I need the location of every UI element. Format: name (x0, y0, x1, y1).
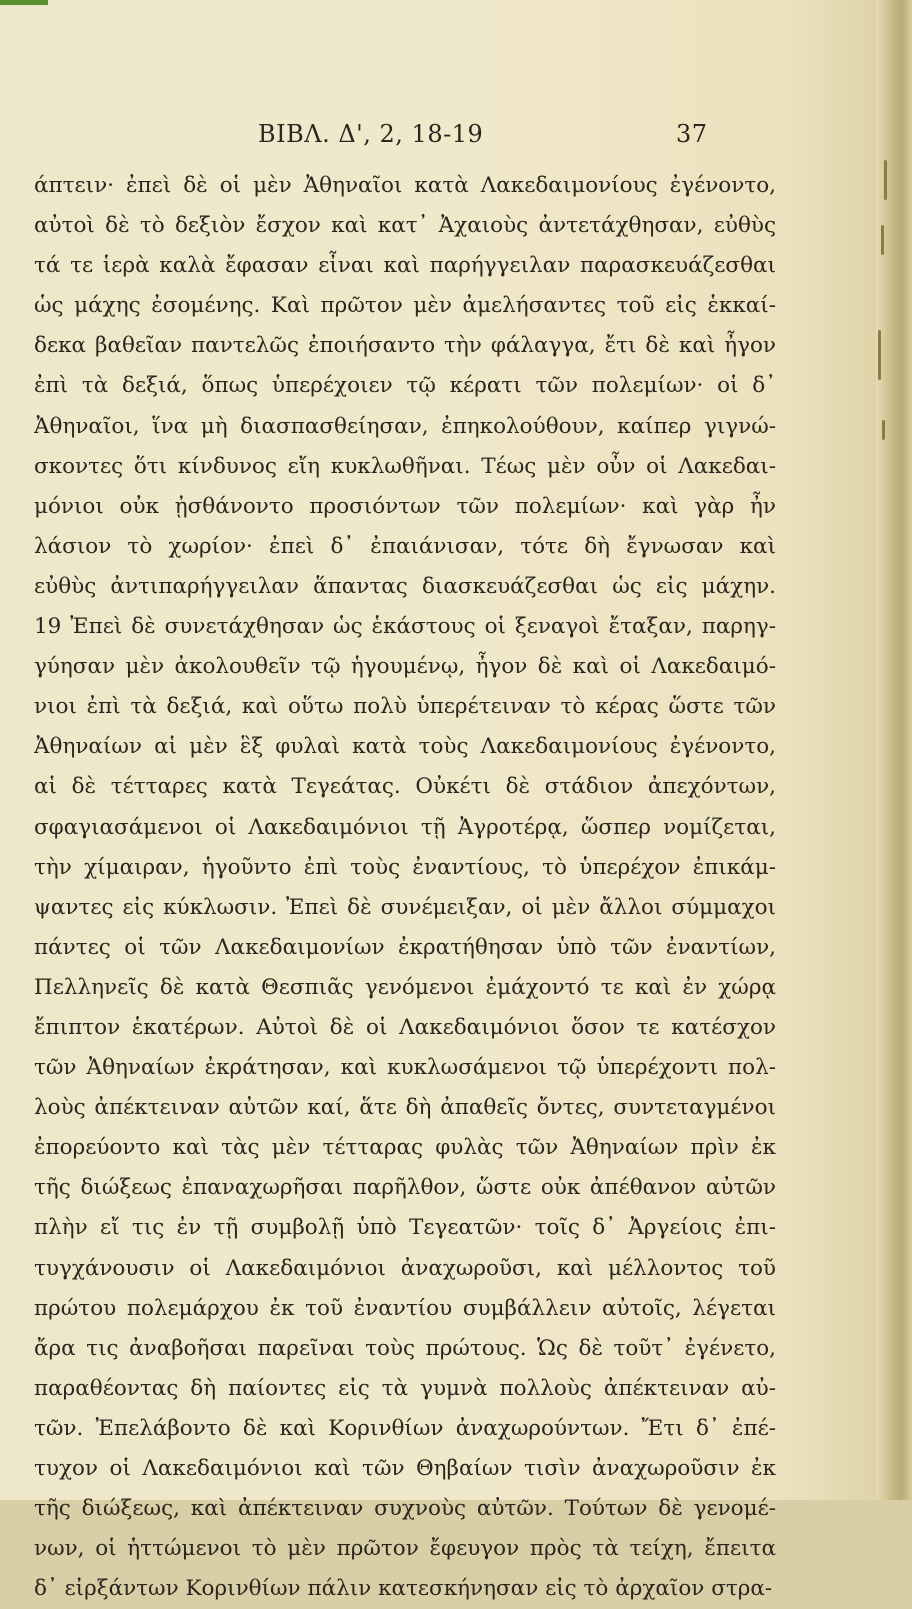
edge-stain (878, 330, 881, 380)
running-head: ΒΙΒΛ. Δ', 2, 18-19 (258, 120, 484, 148)
text-line: μόνιοι οὐκ ᾐσθάνοντο προσιόντων τῶν πολεμίων· καὶ γὰρ ἦν (34, 493, 776, 519)
text-line: τῶν Ἀθηναίων ἐκράτησαν, καὶ κυκλωσάμενοι τῷ ὑπερέχοντι πολ- (34, 1055, 776, 1081)
text-line: Πελληνεῖς δὲ κατὰ Θεσπιᾶς γενόμενοι ἐμάχοντό τε καὶ ἐν χώρᾳ (34, 974, 776, 1000)
text-line: τά τε ἱερὰ καλὰ ἔφασαν εἶναι καὶ παρήγγειλαν παρασκευάζεσθαι (34, 253, 776, 279)
text-line: τυγχάνουσιν οἱ Λακεδαιμόνιοι ἀναχωροῦσι, καὶ μέλλοντος τοῦ (34, 1255, 776, 1281)
page-header (0, 116, 885, 156)
text-line: σφαγιασάμενοι οἱ Λακεδαιμόνιοι τῇ Ἀγροτέρᾳ, ὥσπερ νομίζεται, (34, 814, 776, 840)
text-line: άπτειν· ἐπεὶ δὲ οἱ μὲν Ἀθηναῖοι κατὰ Λακεδαιμονίους ἐγένοντο, (34, 173, 776, 198)
text-line: πάντες οἱ τῶν Λακεδαιμονίων ἐκρατήθησαν ὑπὸ τῶν ἐναντίων, (34, 934, 776, 960)
text-line: 19 Ἐπεὶ δὲ συνετάχθησαν ὡς ἑκάστους οἱ ξεναγοὶ ἔταξαν, παρηγ- (34, 614, 776, 640)
text-line: τῆς διώξεως ἐπαναχωρῆσαι παρῆλθον, ὥστε οὐκ ἀπέθανον αὐτῶν (34, 1175, 776, 1201)
text-line: λοὺς ἀπέκτειναν αὐτῶν καί, ἅτε δὴ ἀπαθεῖς ὄντες, συντεταγμένοι (34, 1095, 776, 1121)
page-number: 37 (676, 120, 708, 148)
text-line: ἔπιπτον ἑκατέρων. Αὐτοὶ δὲ οἱ Λακεδαιμόνιοι ὅσον τε κατέσχον (34, 1014, 776, 1040)
text-line: νων, οἱ ἡττώμενοι τὸ μὲν πρῶτον ἔφευγον πρὸς τὰ τείχη, ἔπειτα (34, 1536, 776, 1562)
page-edge (876, 0, 912, 1500)
body-text (34, 166, 776, 1609)
text-line: εὐθὺς ἀντιπαρήγγειλαν ἅπαντας διασκευάζεσθαι ὡς εἰς μάχην. (34, 573, 776, 599)
text-line: Ἀθηναίων αἱ μὲν ἓξ φυλαὶ κατὰ τοὺς Λακεδαιμονίους ἐγένοντο, (34, 734, 776, 760)
text-line: λάσιον τὸ χωρίον· ἐπεὶ δ᾽ ἐπαιάνισαν, τότε δὴ ἔγνωσαν καὶ (34, 533, 776, 559)
corner-mark (0, 0, 48, 5)
edge-stain (884, 160, 887, 200)
edge-stain (881, 225, 884, 255)
text-line: νιοι ἐπὶ τὰ δεξιά, καὶ οὕτω πολὺ ὑπερέτειναν τὸ κέρας ὥστε τῶν (34, 694, 776, 720)
text-line: τῆς διώξεως, καὶ ἀπέκτειναν συχνοὺς αὐτῶν. Τούτων δὲ γενομέ- (34, 1496, 776, 1522)
text-line: τὴν χίμαιραν, ἡγοῦντο ἐπὶ τοὺς ἐναντίους, τὸ ὑπερέχον ἐπικάμ- (34, 854, 776, 880)
text-line: ἐπὶ τὰ δεξιά, ὅπως ὑπερέχοιεν τῷ κέρατι τῶν πολεμίων· οἱ δ᾽ (34, 373, 776, 399)
text-line: τῶν. Ἐπελάβοντο δὲ καὶ Κορινθίων ἀναχωρούντων. Ἔτι δ᾽ ἐπέ- (34, 1415, 776, 1441)
edge-stain (882, 420, 885, 440)
text-line: αὐτοὶ δὲ τὸ δεξιὸν ἔσχον καὶ κατ᾽ Ἀχαιοὺς ἀντετάχθησαν, εὐθὺς (34, 213, 776, 239)
text-line: δ᾽ εἰρξάντων Κορινθίων πάλιν κατεσκήνησαν εἰς τὸ ἀρχαῖον στρα- (34, 1576, 773, 1602)
text-line: παραθέοντας δὴ παίοντες εἰς τὰ γυμνὰ πολλοὺς ἀπέκτειναν αὐ- (34, 1375, 776, 1401)
text-line: σκοντες ὅτι κίνδυνος εἴη κυκλωθῆναι. Τέως μὲν οὖν οἱ Λακεδαι- (34, 453, 776, 479)
text-line: ἐπορεύοντο καὶ τὰς μὲν τέτταρας φυλὰς τῶν Ἀθηναίων πρὶν ἐκ (34, 1135, 776, 1161)
text-line: αἱ δὲ τέτταρες κατὰ Τεγεάτας. Οὐκέτι δὲ στάδιον ἀπεχόντων, (34, 774, 776, 800)
text-line: πρώτου πολεμάρχου ἐκ τοῦ ἐναντίου συμβάλλειν αὐτοῖς, λέγεται (34, 1295, 776, 1321)
text-line: Ἀθηναῖοι, ἵνα μὴ διασπασθείησαν, ἐπηκολούθουν, καίπερ γιγνώ- (34, 413, 776, 439)
text-line: ψαντες εἰς κύκλωσιν. Ἐπεὶ δὲ συνέμειξαν, οἱ μὲν ἄλλοι σύμμαχοι (34, 894, 776, 920)
text-line: ὡς μάχης ἐσομένης. Καὶ πρῶτον μὲν ἀμελήσαντες τοῦ εἰς ἑκκαί- (34, 293, 776, 319)
text-line: πλὴν εἴ τις ἐν τῇ συμβολῇ ὑπὸ Τεγεατῶν· τοῖς δ᾽ Ἀργείοις ἐπι- (34, 1215, 776, 1241)
text-line: δεκα βαθεῖαν παντελῶς ἐποιήσαντο τὴν φάλαγγα, ἔτι δὲ καὶ ἦγον (34, 333, 776, 359)
text-line: ἄρα τις ἀναβοῆσαι παρεῖναι τοὺς πρώτους. Ὡς δὲ τοῦτ᾽ ἐγένετο, (34, 1335, 776, 1361)
text-line: τυχον οἱ Λακεδαιμόνιοι καὶ τῶν Θηβαίων τισὶν ἀναχωροῦσιν ἐκ (34, 1456, 776, 1481)
text-line: γύησαν μὲν ἀκολουθεῖν τῷ ἡγουμένῳ, ἦγον δὲ καὶ οἱ Λακεδαιμό- (34, 654, 776, 680)
